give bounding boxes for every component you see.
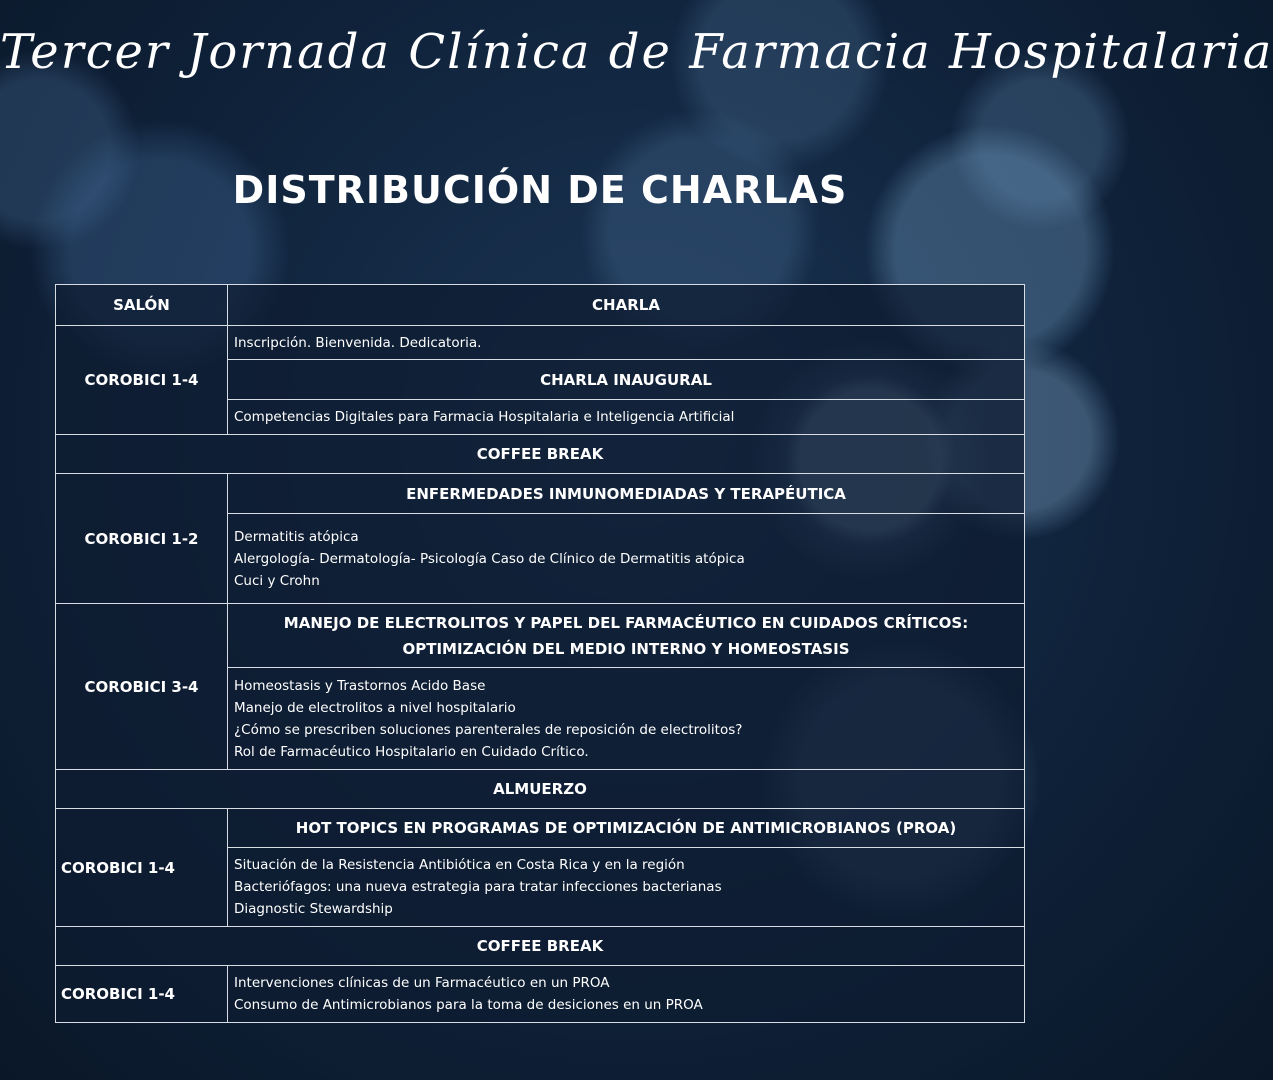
salon-cell: COROBICI 1-4	[56, 966, 228, 1023]
section-title: HOT TOPICS EN PROGRAMAS DE OPTIMIZACIÓN DE ANTIMICROBIANOS (PROA)	[228, 809, 1025, 848]
talk-cell: Competencias Digitales para Farmacia Hospitalaria e Inteligencia Artificial	[228, 400, 1025, 435]
talk-item: ¿Cómo se prescriben soluciones parenterales de reposición de electrolitos?	[234, 721, 743, 738]
talk-item: Bacteriófagos: una nueva estrategia para tratar infecciones bacterianas	[234, 879, 722, 895]
talk-list-cell	[228, 668, 1025, 770]
talk-cell: Inscripción. Bienvenida. Dedicatoria.	[228, 326, 1025, 360]
talk-item: Manejo de electrolitos a nivel hospitalario	[234, 699, 516, 716]
salon-cell: COROBICI 1-2	[56, 474, 228, 604]
section-title-line: OPTIMIZACIÓN DEL MEDIO INTERNO Y HOMEOSTASIS	[402, 639, 850, 658]
schedule-table	[55, 284, 1025, 1023]
table-row	[56, 435, 1025, 474]
table-row	[56, 809, 1025, 848]
talk-item: Situación de la Resistencia Antibiótica en Costa Rica y en la región	[234, 857, 685, 873]
event-title: Tercer Jornada Clínica de Farmacia Hospitalaria	[0, 24, 1273, 80]
salon-cell: COROBICI 1-4	[56, 809, 228, 927]
page-subtitle: DISTRIBUCIÓN DE CHARLAS	[232, 168, 848, 212]
salon-cell: COROBICI 3-4	[56, 604, 228, 770]
table-row	[56, 604, 1025, 668]
table-row	[56, 966, 1025, 1023]
talk-item: Alergología- Dermatología- Psicología Caso de Clínico de Dermatitis atópica	[234, 550, 745, 567]
talk-list-cell	[228, 966, 1025, 1023]
talk-item: Diagnostic Stewardship	[234, 901, 393, 917]
talk-item: Dermatitis atópica	[234, 528, 359, 545]
talk-list-cell	[228, 514, 1025, 604]
header-charla: CHARLA	[228, 285, 1025, 326]
lunch-row: ALMUERZO	[56, 770, 1025, 809]
salon-cell: COROBICI 1-4	[56, 326, 228, 435]
table-row	[56, 474, 1025, 514]
talk-item: Cuci y Crohn	[234, 572, 320, 589]
table-row	[56, 770, 1025, 809]
talk-item: Homeostasis y Trastornos Acido Base	[234, 677, 486, 694]
talk-item: Consumo de Antimicrobianos para la toma de desiciones en un PROA	[234, 997, 703, 1013]
table-row	[56, 927, 1025, 966]
section-title: CHARLA INAUGURAL	[228, 360, 1025, 400]
section-title	[228, 604, 1025, 668]
talk-item: Rol de Farmacéutico Hospitalario en Cuidado Crítico.	[234, 743, 589, 760]
talk-list-cell	[228, 848, 1025, 927]
section-title: ENFERMEDADES INMUNOMEDIADAS Y TERAPÉUTICA	[228, 474, 1025, 514]
talk-item: Intervenciones clínicas de un Farmacéutico en un PROA	[234, 975, 610, 991]
section-title-line: MANEJO DE ELECTROLITOS Y PAPEL DEL FARMACÉUTICO EN CUIDADOS CRÍTICOS:	[283, 613, 969, 632]
table-header-row	[56, 285, 1025, 326]
table-row	[56, 326, 1025, 360]
coffee-break-row: COFFEE BREAK	[56, 435, 1025, 474]
coffee-break-row: COFFEE BREAK	[56, 927, 1025, 966]
header-salon: SALÓN	[56, 285, 228, 326]
